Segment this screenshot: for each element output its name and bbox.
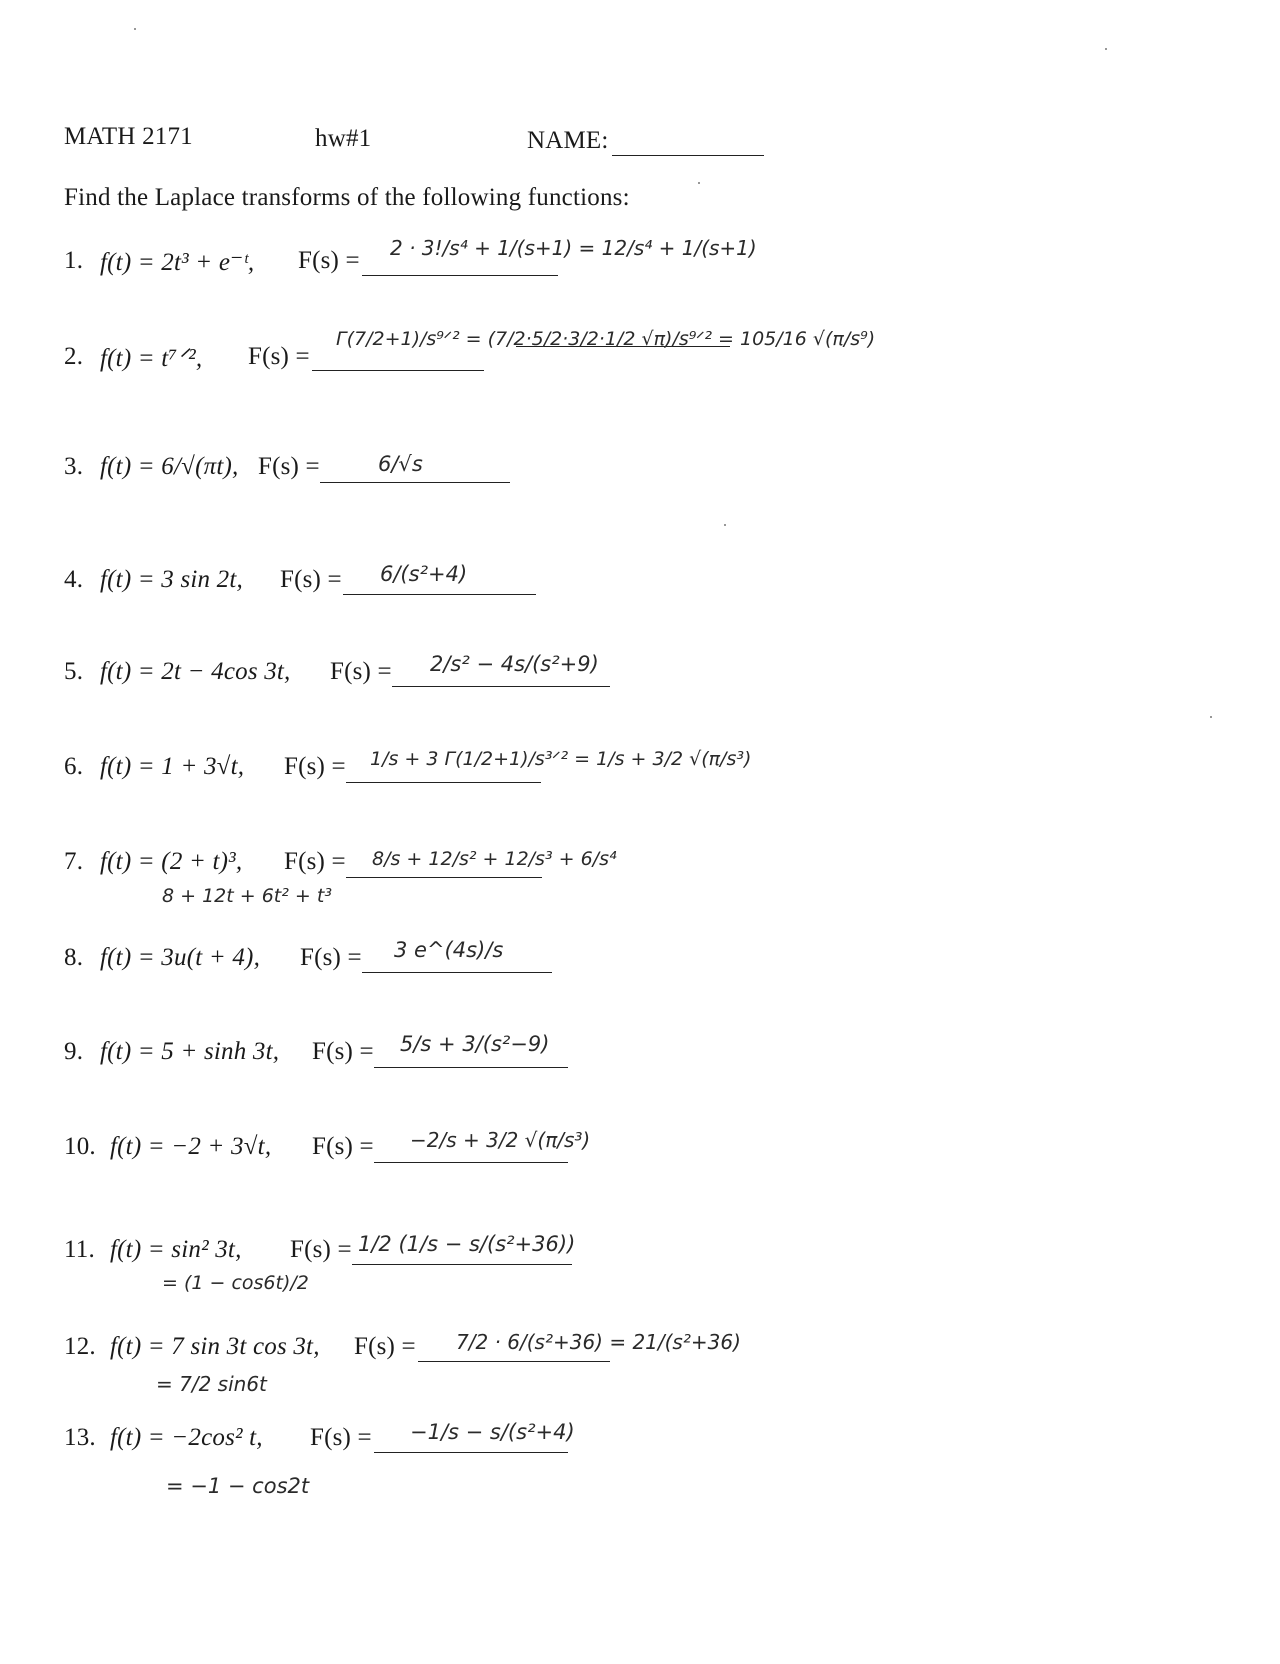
- problem-11-answer: 1/2 (1/s − s/(s²+36)): [358, 1232, 576, 1256]
- problem-9-function: f(t) = 5 + sinh 3t,: [100, 1038, 280, 1065]
- problem-4-function: f(t) = 3 sin 2t,: [100, 566, 243, 593]
- scan-speck: [134, 28, 136, 30]
- problem-1-answer-blank: [362, 275, 558, 276]
- instruction-text: Find the Laplace transforms of the following functions:: [64, 184, 630, 211]
- problem-4-answer-blank: [343, 594, 536, 595]
- name-label: NAME:: [527, 127, 609, 154]
- problem-9-fs-label: F(s) =: [312, 1038, 374, 1065]
- problem-7-number: 7.: [64, 848, 84, 875]
- problem-1-number: 1.: [64, 247, 84, 274]
- problem-8-number: 8.: [64, 944, 84, 971]
- problem-3-answer: 6/√s: [378, 452, 423, 476]
- problem-13-answer-blank: [374, 1452, 568, 1453]
- problem-5-function: f(t) = 2t − 4cos 3t,: [100, 658, 291, 685]
- problem-8-function: f(t) = 3u(t + 4),: [100, 944, 261, 971]
- problem-10-answer-blank: [374, 1162, 568, 1163]
- problem-5-answer-blank: [392, 686, 610, 687]
- problem-8-answer: 3 e^(4s)/s: [394, 938, 504, 962]
- scan-speck: [1210, 716, 1212, 718]
- problem-12-fs-label: F(s) =: [354, 1333, 416, 1360]
- problem-5-number: 5.: [64, 658, 84, 685]
- problem-5-fs-label: F(s) =: [330, 658, 392, 685]
- problem-7-answer-blank: [346, 877, 542, 878]
- problem-12-function: f(t) = 7 sin 3t cos 3t,: [110, 1333, 320, 1360]
- problem-3-function: f(t) = 6/√(πt),: [100, 453, 239, 480]
- problem-11-function: f(t) = sin² 3t,: [110, 1236, 242, 1263]
- problem-12-work: = 7/2 sin6t: [156, 1372, 267, 1396]
- hw-label: hw#1: [315, 125, 372, 152]
- problem-9-answer: 5/s + 3/(s²−9): [400, 1032, 550, 1056]
- scan-speck: [1105, 48, 1107, 50]
- problem-12-answer-blank: [418, 1361, 610, 1362]
- problem-11-fs-label: F(s) =: [290, 1236, 352, 1263]
- problem-2-number: 2.: [64, 343, 84, 370]
- problem-10-answer: −2/s + 3/2 √(π/s³): [410, 1128, 591, 1152]
- problem-10-fs-label: F(s) =: [312, 1133, 374, 1160]
- problem-8-answer-blank: [362, 972, 552, 973]
- problem-7-answer: 8/s + 12/s² + 12/s³ + 6/s⁴: [372, 848, 617, 870]
- problem-6-answer-blank: [346, 782, 541, 783]
- problem-2-fs-label: F(s) =: [248, 343, 310, 370]
- problem-13-number: 13.: [64, 1424, 96, 1451]
- problem-8-fs-label: F(s) =: [300, 944, 362, 971]
- problem-3-number: 3.: [64, 453, 84, 480]
- problem-1-function: f(t) = 2t³ + e⁻ᵗ,: [100, 249, 255, 276]
- problem-2-answer-blank: [312, 370, 484, 371]
- problem-7-function: f(t) = (2 + t)³,: [100, 848, 243, 875]
- problem-1-answer: 2 · 3!/s⁴ + 1/(s+1) = 12/s⁴ + 1/(s+1): [390, 236, 757, 260]
- problem-11-answer-blank: [352, 1264, 572, 1265]
- scan-speck: [698, 182, 700, 184]
- problem-10-function: f(t) = −2 + 3√t,: [110, 1133, 272, 1160]
- problem-7-work: 8 + 12t + 6t² + t³: [162, 885, 332, 907]
- problem-13-answer: −1/s − s/(s²+4): [410, 1420, 575, 1444]
- problem-12-answer: 7/2 · 6/(s²+36) = 21/(s²+36): [456, 1330, 741, 1354]
- problem-13-work: = −1 − cos2t: [166, 1474, 310, 1498]
- problem-7-fs-label: F(s) =: [284, 848, 346, 875]
- problem-4-fs-label: F(s) =: [280, 566, 342, 593]
- problem-9-answer-blank: [374, 1067, 568, 1068]
- problem-2-function: f(t) = t⁷ᐟ²,: [100, 345, 203, 372]
- problem-6-number: 6.: [64, 753, 84, 780]
- problem-6-answer: 1/s + 3 Γ(1/2+1)/s³ᐟ² = 1/s + 3/2 √(π/s³): [370, 748, 752, 770]
- problem-12-number: 12.: [64, 1333, 96, 1360]
- course-label: MATH 2171: [64, 123, 193, 150]
- problem-11-work: = (1 − cos6t)/2: [162, 1272, 309, 1294]
- problem-5-answer: 2/s² − 4s/(s²+9): [430, 652, 599, 676]
- problem-13-fs-label: F(s) =: [310, 1424, 372, 1451]
- scan-speck: [724, 524, 726, 526]
- problem-9-number: 9.: [64, 1038, 84, 1065]
- problem-1-fs-label: F(s) =: [298, 247, 360, 274]
- problem-6-fs-label: F(s) =: [284, 753, 346, 780]
- problem-10-number: 10.: [64, 1133, 96, 1160]
- problem-11-number: 11.: [64, 1236, 95, 1263]
- problem-3-answer-blank: [320, 482, 510, 483]
- name-blank: [612, 155, 764, 156]
- problem-4-answer: 6/(s²+4): [380, 562, 468, 586]
- problem-3-fs-label: F(s) =: [258, 453, 320, 480]
- problem-4-number: 4.: [64, 566, 84, 593]
- problem-13-function: f(t) = −2cos² t,: [110, 1424, 263, 1451]
- problem-2-answer: Γ(7/2+1)/s⁹ᐟ² = (7/2·5/2·3/2·1/2 √π)/s⁹ᐟ² = 105/16 √(π/s⁹): [336, 328, 876, 350]
- problem-6-function: f(t) = 1 + 3√t,: [100, 753, 245, 780]
